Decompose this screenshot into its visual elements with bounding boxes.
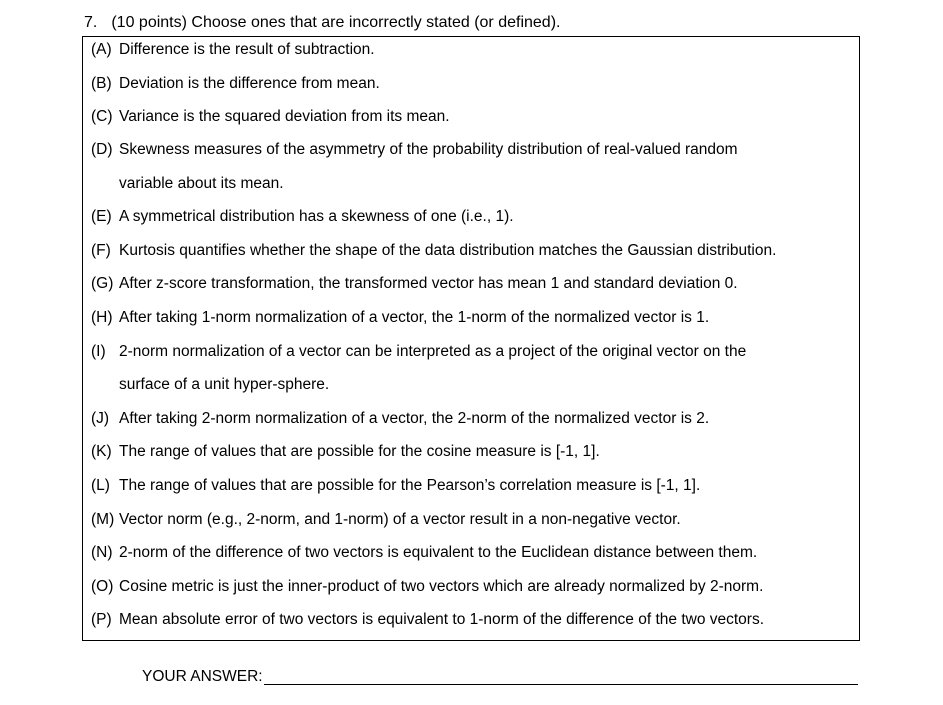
option-text: Difference is the result of subtraction. — [119, 41, 375, 58]
option-text: Kurtosis quantifies whether the shape of the data distribution matches the Gaussian distribution. — [119, 242, 777, 259]
option-text: After z-score transformation, the transformed vector has mean 1 and standard deviation 0. — [119, 275, 738, 292]
question-prompt: (10 points) Choose ones that are incorrectly stated (or defined). — [111, 14, 561, 31]
question-header — [84, 13, 560, 33]
option-letter: (N) — [91, 544, 113, 561]
option-text: Vector norm (e.g., 2-norm, and 1-norm) of a vector result in a non-negative vector. — [119, 511, 681, 528]
option-letter: (I) — [91, 343, 106, 360]
option-i-continuation: surface of a unit hyper-sphere. — [119, 376, 330, 393]
option-b — [91, 74, 380, 94]
option-c — [91, 107, 450, 127]
option-d — [91, 140, 738, 160]
option-text: Skewness measures of the asymmetry of the probability distribution of real-valued random — [119, 141, 738, 158]
options-box — [82, 36, 860, 641]
option-text: The range of values that are possible for the cosine measure is [-1, 1]. — [119, 443, 600, 460]
option-letter: (A) — [91, 41, 112, 58]
option-letter: (E) — [91, 208, 112, 225]
option-text: 2-norm normalization of a vector can be interpreted as a project of the original vector on the — [119, 343, 747, 360]
option-e — [91, 207, 514, 227]
option-letter: (J) — [91, 410, 110, 427]
option-d-continuation: variable about its mean. — [119, 175, 284, 192]
option-text: 2-norm of the difference of two vectors is equivalent to the Euclidean distance between them. — [119, 544, 758, 561]
option-j — [91, 409, 709, 429]
option-text: Variance is the squared deviation from its mean. — [119, 108, 450, 125]
option-letter: (F) — [91, 242, 111, 259]
option-p — [91, 610, 764, 630]
option-letter: (P) — [91, 611, 112, 628]
option-letter: (G) — [91, 275, 114, 292]
option-letter: (M) — [91, 511, 115, 528]
answer-label: YOUR ANSWER: — [142, 668, 263, 685]
option-text: The range of values that are possible for the Pearson’s correlation measure is [-1, 1]. — [119, 477, 701, 494]
option-l — [91, 476, 700, 496]
option-text: After taking 1-norm normalization of a vector, the 1-norm of the normalized vector is 1. — [119, 309, 710, 326]
option-i — [91, 342, 746, 362]
option-a — [91, 40, 375, 60]
option-k — [91, 442, 600, 462]
option-g — [91, 274, 738, 294]
answer-line — [142, 667, 858, 687]
option-text: Cosine metric is just the inner-product of two vectors which are already normalized by 2-norm. — [119, 578, 764, 595]
option-n — [91, 543, 757, 563]
option-letter: (K) — [91, 443, 112, 460]
option-text: After taking 2-norm normalization of a vector, the 2-norm of the normalized vector is 2. — [119, 410, 710, 427]
question-number: 7. — [84, 14, 98, 31]
option-h — [91, 308, 709, 328]
option-letter: (O) — [91, 578, 114, 595]
option-f — [91, 241, 776, 261]
option-letter: (D) — [91, 141, 113, 158]
option-letter: (B) — [91, 75, 112, 92]
option-m — [91, 510, 681, 530]
option-letter: (H) — [91, 309, 113, 326]
answer-blank[interactable] — [264, 667, 858, 685]
option-text: Mean absolute error of two vectors is equivalent to 1-norm of the difference of the two vectors. — [119, 611, 765, 628]
option-text: Deviation is the difference from mean. — [119, 75, 380, 92]
option-text: A symmetrical distribution has a skewness of one (i.e., 1). — [119, 208, 514, 225]
option-letter: (L) — [91, 477, 110, 494]
option-letter: (C) — [91, 108, 113, 125]
option-o — [91, 577, 763, 597]
